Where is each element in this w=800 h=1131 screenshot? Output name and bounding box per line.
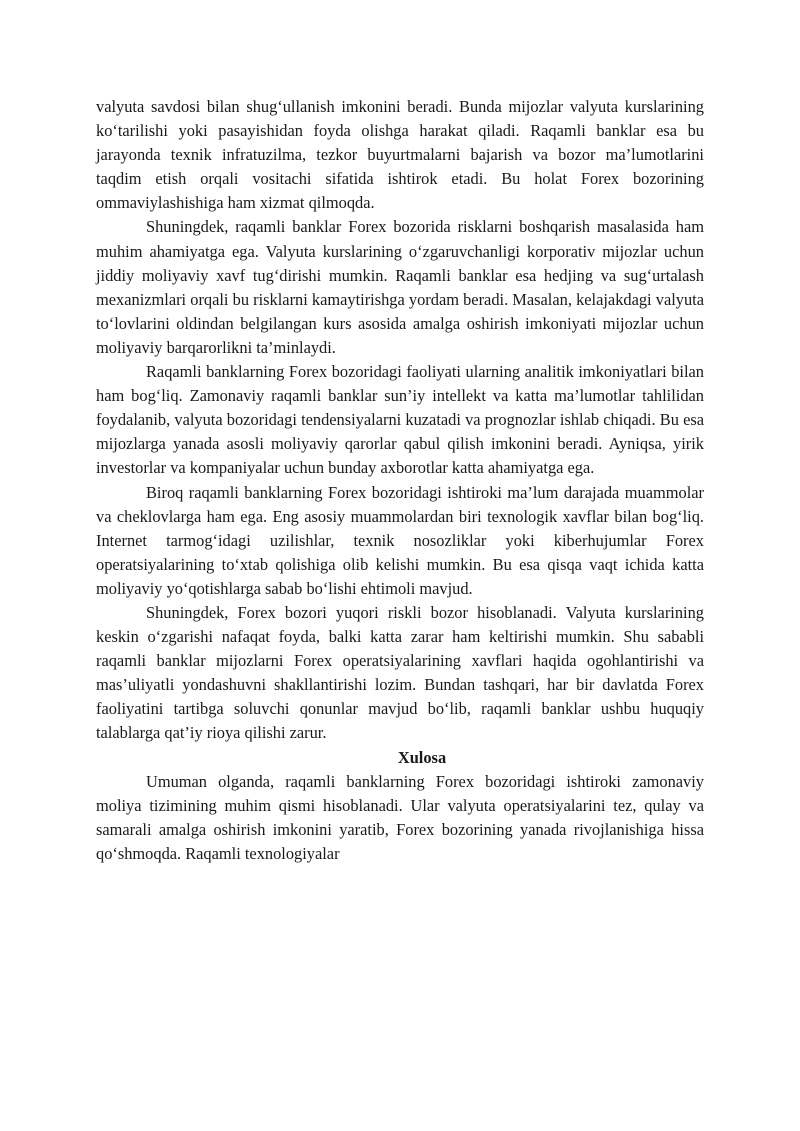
section-heading: Xulosa bbox=[397, 747, 447, 767]
body-paragraph-1: valyuta savdosi bilan shug‘ullanish imkonini beradi. Bunda mijozlar valyuta kurslarining ko‘tarilishi yoki pasayishidan foyda olishga harakat qiladi. Raqamli banklar esa bu jarayonda texnik infratuzilma, tezkor buyurtmalarni bajarish va bozor ma’lumotlarini taqdim etish orqali vositachi sifatida ishtirok etadi. Bu holat Forex bozorining ommaviylashishiga ham xizmat qilmoqda. bbox=[96, 97, 704, 213]
body-paragraph-5: Shuningdek, Forex bozori yuqori riskli bozor hisoblanadi. Valyuta kurslarining keskin o‘zgarishi nafaqat foyda, balki katta zarar ham keltirishi mumkin. Shu sababli raqamli banklar mijozlarni Forex operatsiyalarining xavflari haqida ogohlantirishi va mas’uliyatli yondashuvni shakllantirishi lozim. Bundan tashqari, har bir davlatda Forex faoliyatini tartibga soluvchi qonunlar mavjud bo‘lib, raqamli banklar ushbu huquqiy talablarga qat’iy rioya qilishi zarur. bbox=[96, 602, 704, 743]
conclusion-paragraph: Umuman olganda, raqamli banklarning Forex bozoridagi ishtiroki zamonaviy moliya tizimining muhim qismi hisoblanadi. Ular valyuta operatsiyalarini tez, qulay va samarali amalga oshirish imkonini yaratib, Forex bozorining yanada rivojlanishiga hissa qo‘shmoqda. Raqamli texnologiyalar bbox=[96, 771, 704, 863]
document-page bbox=[96, 95, 704, 866]
body-paragraph-2: Shuningdek, raqamli banklar Forex bozorida risklarni boshqarish masalasida ham muhim ahamiyatga ega. Valyuta kurslarining o‘zgaruvchanligi korporativ mijozlar uchun jiddiy moliyaviy xavf tug‘dirishi mumkin. Raqamli banklar esa hedjing va sug‘urtalash mexanizmlari orqali bu risklarni kamaytirishga yordam beradi. Masalan, kelajakdagi valyuta to‘lovlarini oldindan belgilangan kurs asosida amalga oshirish imkoniyati mijozlar uchun moliyaviy barqarorlikni ta’minlaydi. bbox=[96, 217, 704, 357]
body-paragraph-3: Raqamli banklarning Forex bozoridagi faoliyati ularning analitik imkoniyatlari bilan ham bog‘liq. Zamonaviy raqamli banklar sun’iy intellekt va katta ma’lumotlar tahlilidan foydalanib, valyuta bozoridagi tendensiyalarni kuzatadi va prognozlar ishlab chiqadi. Bu esa mijozlarga yanada asosli moliyaviy qarorlar qabul qilish imkonini beradi. Ayniqsa, yirik investorlar va kompaniyalar uchun bunday axborotlar katta ahamiyatga ega. bbox=[96, 362, 704, 478]
body-paragraph-4: Biroq raqamli banklarning Forex bozoridagi ishtiroki ma’lum darajada muammolar va cheklovlarga ham ega. Eng asosiy muammolardan biri texnologik xavflar bilan bog‘liq. Internet tarmog‘idagi uzilishlar, texnik nosozliklar yoki kiberhujumlar Forex operatsiyalarining to‘xtab qolishiga olib kelishi mumkin. Bu esa qisqa vaqt ichida katta moliyaviy yo‘qotishlarga sabab bo‘lishi ehtimoli mavjud. bbox=[96, 482, 704, 598]
